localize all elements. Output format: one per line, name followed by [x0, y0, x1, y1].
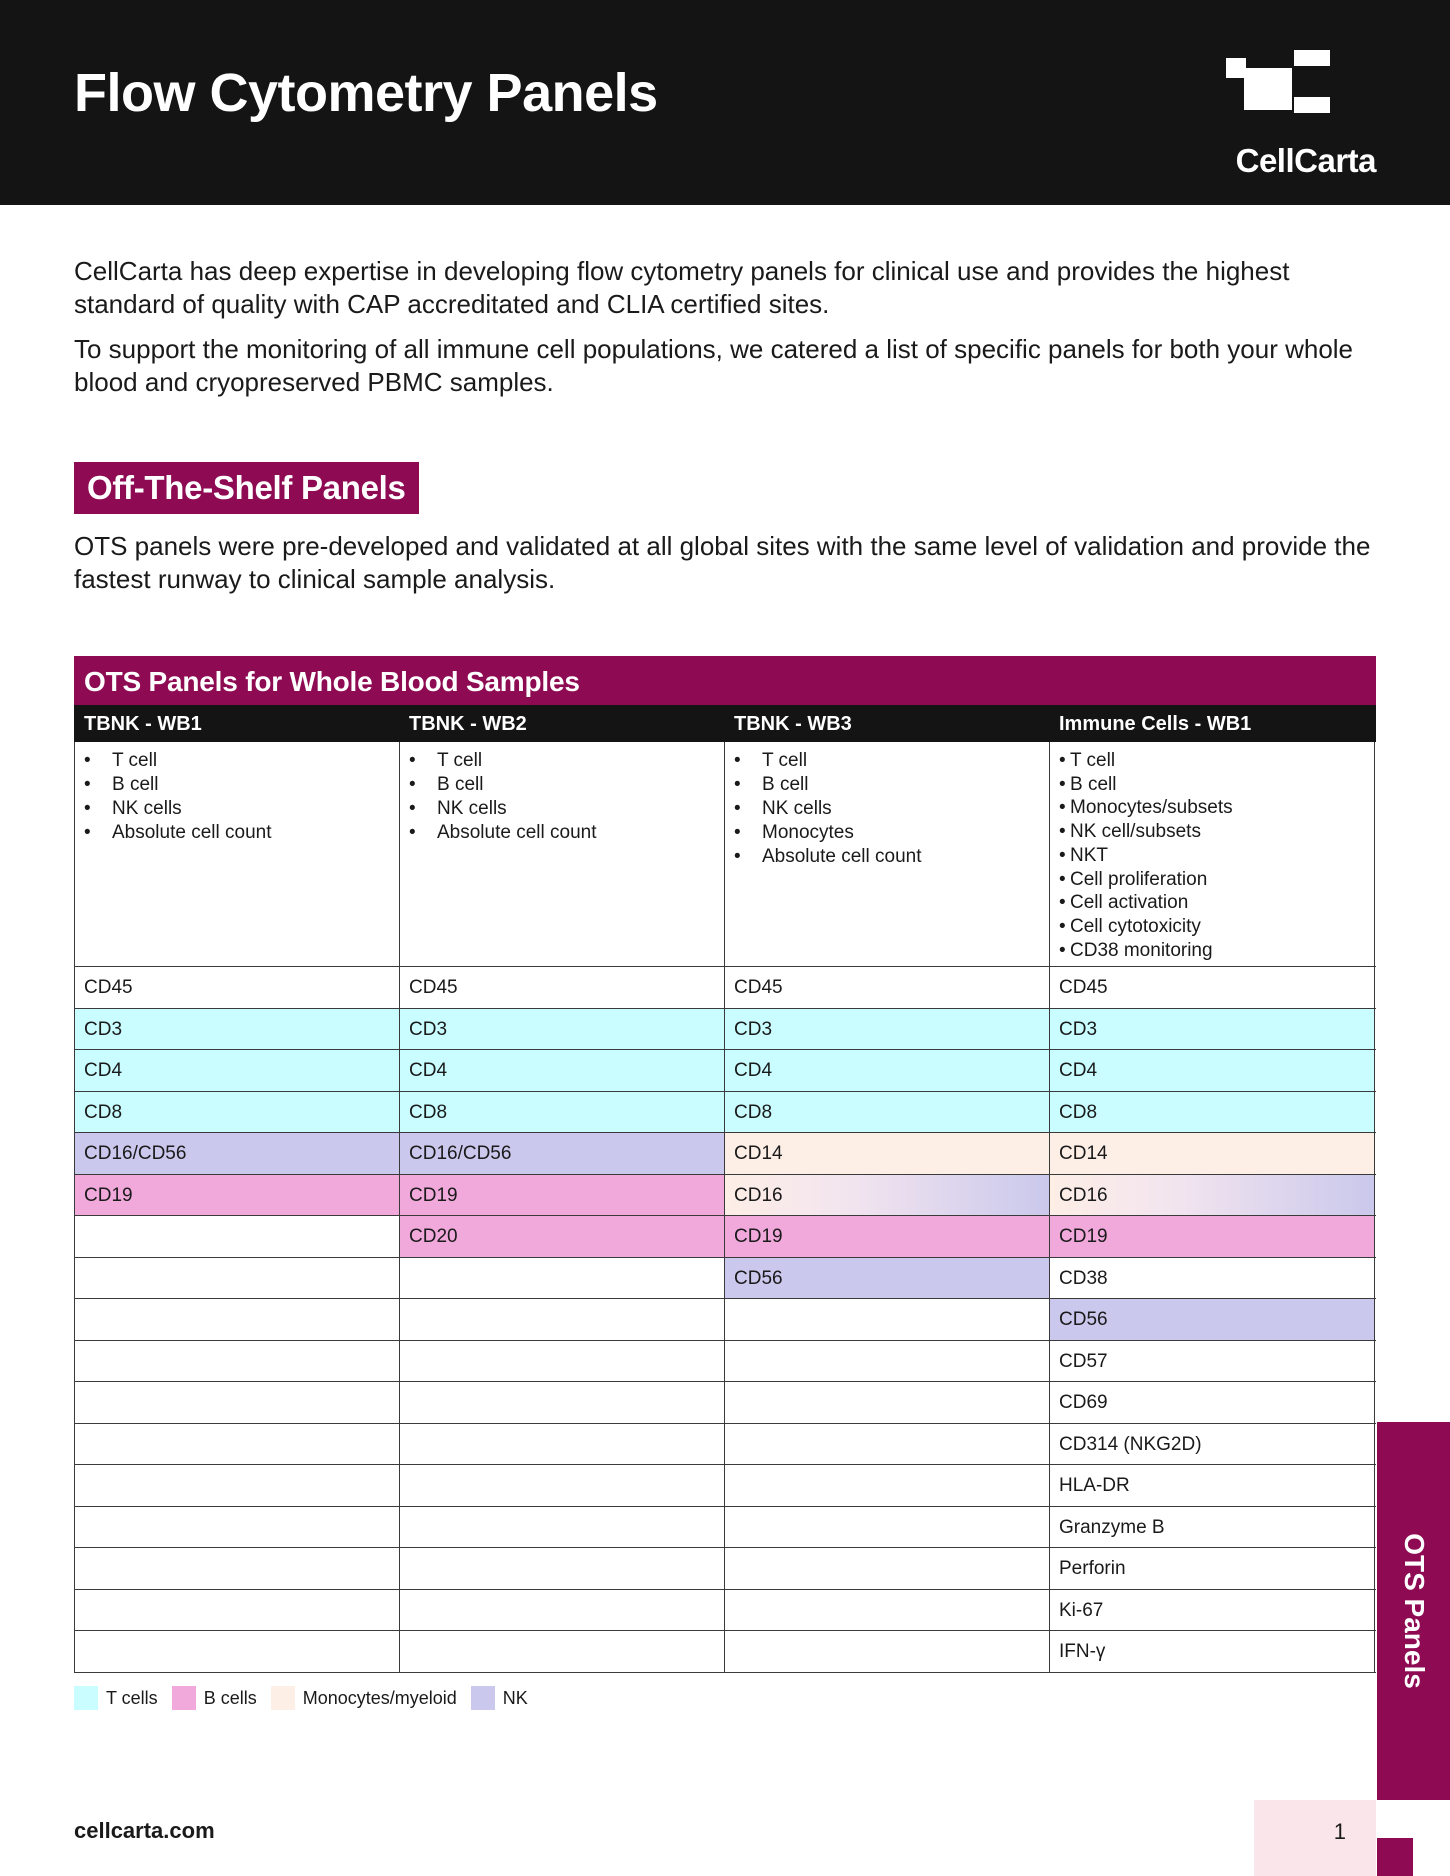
population-list-item: • Cell activation — [1059, 891, 1374, 915]
column-header: TBNK - WB3 — [734, 713, 852, 735]
marker-cell: IFN-γ — [1050, 1631, 1375, 1672]
marker-row — [75, 966, 1376, 1008]
population-list-item: • NK cell/subsets — [1059, 820, 1374, 844]
legend-label: NK — [502, 1687, 528, 1708]
legend-item — [172, 1686, 257, 1710]
marker-row — [75, 1547, 1376, 1589]
marker-row — [75, 1630, 1376, 1672]
marker-cell: Granzyme B — [1050, 1507, 1375, 1548]
marker-cell: CD19 — [75, 1175, 400, 1216]
marker-cell: CD4 — [400, 1050, 725, 1091]
marker-cell: CD19 — [400, 1175, 725, 1216]
marker-cell: CD3 — [400, 1009, 725, 1050]
logo-wordmark: CellCarta — [1235, 142, 1376, 179]
marker-cell: CD45 — [75, 967, 400, 1008]
population-list-item: • T cell — [409, 749, 724, 773]
population-list-item: • T cell — [734, 749, 1049, 773]
page-number-box — [1254, 1800, 1376, 1876]
marker-cell: CD4 — [1050, 1050, 1375, 1091]
legend-label: Monocytes/myeloid — [302, 1687, 457, 1708]
marker-row — [75, 1049, 1376, 1091]
page-title: Flow Cytometry Panels — [74, 63, 658, 123]
logo-square-icon — [1294, 50, 1330, 66]
cellcarta-logo — [1226, 50, 1378, 180]
marker-cell — [725, 1341, 1050, 1382]
legend-item — [271, 1686, 457, 1710]
marker-row — [75, 1091, 1376, 1133]
corner-accent — [1377, 1838, 1413, 1876]
population-list-item: • NK cells — [734, 797, 1049, 821]
marker-cell: CD4 — [75, 1050, 400, 1091]
marker-cell: CD16 — [725, 1175, 1050, 1216]
marker-cell — [400, 1424, 725, 1465]
marker-cell — [725, 1631, 1050, 1672]
marker-cell: CD3 — [725, 1009, 1050, 1050]
marker-cell — [725, 1299, 1050, 1340]
marker-cell — [400, 1299, 725, 1340]
marker-cell: CD56 — [725, 1258, 1050, 1299]
panel-description-cell — [1050, 742, 1375, 966]
panel-description-cell — [725, 742, 1050, 966]
marker-cell: CD69 — [1050, 1382, 1375, 1423]
legend-swatch — [271, 1686, 295, 1710]
legend-item — [471, 1686, 528, 1710]
marker-cell — [75, 1631, 400, 1672]
column-header: Immune Cells - WB1 — [1059, 713, 1252, 735]
marker-cell — [725, 1548, 1050, 1589]
side-tab-label: OTS Panels — [1398, 1533, 1430, 1689]
marker-cell: CD45 — [725, 967, 1050, 1008]
population-list-item: • Cell cytotoxicity — [1059, 915, 1374, 939]
marker-cell — [725, 1507, 1050, 1548]
marker-cell — [400, 1465, 725, 1506]
marker-row — [75, 1589, 1376, 1631]
marker-row — [75, 1132, 1376, 1174]
marker-cell: CD16/CD56 — [75, 1133, 400, 1174]
section-heading: Off-The-Shelf Panels — [74, 462, 419, 514]
logo-square-icon — [1244, 68, 1292, 110]
marker-cell: CD45 — [1050, 967, 1375, 1008]
panel-description-cell — [400, 742, 725, 966]
marker-cell: CD3 — [1050, 1009, 1375, 1050]
marker-cell — [725, 1382, 1050, 1423]
table-title: OTS Panels for Whole Blood Samples — [74, 656, 1376, 705]
marker-cell: CD8 — [400, 1092, 725, 1133]
marker-cell — [400, 1631, 725, 1672]
population-list-item: • Monocytes/subsets — [1059, 796, 1374, 820]
marker-cell — [400, 1382, 725, 1423]
population-list-item: • Absolute cell count — [734, 845, 1049, 869]
marker-cell: CD16/CD56 — [400, 1133, 725, 1174]
marker-cell: CD3 — [75, 1009, 400, 1050]
marker-cell: CD19 — [1050, 1216, 1375, 1257]
section-description: OTS panels were pre-developed and validated at all global sites with the same level of validation and provide the fastest runway to clinical sample analysis. — [74, 531, 1371, 594]
marker-row — [75, 1381, 1376, 1423]
legend-label: T cells — [106, 1687, 158, 1708]
panel-description-row — [75, 742, 1376, 966]
marker-cell — [400, 1258, 725, 1299]
marker-cell — [75, 1424, 400, 1465]
table-header-row — [74, 705, 1376, 742]
population-list-item: • CD38 monitoring — [1059, 939, 1374, 963]
legend-label: B cells — [203, 1687, 257, 1708]
marker-cell — [75, 1258, 400, 1299]
population-list-item: • Cell proliferation — [1059, 868, 1374, 892]
panels-table — [74, 656, 1376, 1673]
column-header: TBNK - WB2 — [409, 713, 527, 735]
population-list-item: • NK cells — [409, 797, 724, 821]
marker-cell: CD56 — [1050, 1299, 1375, 1340]
intro-paragraph-2: To support the monitoring of all immune cell populations, we catered a list of specific panels for both your whole blood and cryopreserved PBMC samples. — [74, 334, 1354, 397]
marker-cell — [75, 1548, 400, 1589]
table-body — [74, 742, 1376, 1673]
footer-url[interactable]: cellcarta.com — [74, 1818, 215, 1843]
population-list-item: • T cell — [1059, 749, 1374, 773]
legend-swatch — [471, 1686, 495, 1710]
marker-cell: CD14 — [725, 1133, 1050, 1174]
population-list-item: • B cell — [734, 773, 1049, 797]
marker-row — [75, 1423, 1376, 1465]
marker-row — [75, 1506, 1376, 1548]
marker-cell — [725, 1590, 1050, 1631]
marker-cell — [400, 1590, 725, 1631]
side-tab — [1377, 1422, 1450, 1800]
population-list-item: • Absolute cell count — [84, 821, 399, 845]
marker-cell: CD16 — [1050, 1175, 1375, 1216]
marker-row — [75, 1174, 1376, 1216]
legend-swatch — [74, 1686, 98, 1710]
marker-row — [75, 1257, 1376, 1299]
color-legend — [74, 1686, 542, 1710]
marker-cell: Ki-67 — [1050, 1590, 1375, 1631]
marker-cell: CD38 — [1050, 1258, 1375, 1299]
marker-cell: CD57 — [1050, 1341, 1375, 1382]
marker-cell: Perforin — [1050, 1548, 1375, 1589]
marker-cell: HLA-DR — [1050, 1465, 1375, 1506]
population-list-item: • B cell — [84, 773, 399, 797]
page-number: 1 — [1333, 1819, 1346, 1844]
population-list-item: • T cell — [84, 749, 399, 773]
marker-cell — [75, 1590, 400, 1631]
marker-cell: CD8 — [75, 1092, 400, 1133]
marker-cell — [400, 1341, 725, 1382]
marker-cell — [725, 1424, 1050, 1465]
marker-cell: CD8 — [1050, 1092, 1375, 1133]
marker-cell — [400, 1548, 725, 1589]
marker-cell: CD8 — [725, 1092, 1050, 1133]
marker-cell — [75, 1299, 400, 1340]
marker-cell: CD20 — [400, 1216, 725, 1257]
population-list-item: • NKT — [1059, 844, 1374, 868]
marker-row — [75, 1464, 1376, 1506]
marker-cell: CD45 — [400, 967, 725, 1008]
logo-square-icon — [1294, 97, 1330, 113]
page-header — [0, 0, 1450, 205]
marker-cell: CD4 — [725, 1050, 1050, 1091]
population-list-item: • NK cells — [84, 797, 399, 821]
marker-cell — [400, 1507, 725, 1548]
marker-cell — [75, 1341, 400, 1382]
marker-cell: CD14 — [1050, 1133, 1375, 1174]
marker-row — [75, 1215, 1376, 1257]
panel-description-cell — [75, 742, 400, 966]
marker-cell: CD314 (NKG2D) — [1050, 1424, 1375, 1465]
marker-row — [75, 1298, 1376, 1340]
marker-cell — [75, 1382, 400, 1423]
intro-paragraph-1: CellCarta has deep expertise in developing flow cytometry panels for clinical use and provides the highest standard of quality with CAP accreditated and CLIA certified sites. — [74, 256, 1290, 319]
marker-cell — [75, 1507, 400, 1548]
marker-cell — [75, 1216, 400, 1257]
population-list-item: • B cell — [1059, 773, 1374, 797]
marker-row — [75, 1008, 1376, 1050]
marker-cell — [725, 1465, 1050, 1506]
marker-cell: CD19 — [725, 1216, 1050, 1257]
column-header: TBNK - WB1 — [84, 713, 202, 735]
population-list-item: • Absolute cell count — [409, 821, 724, 845]
population-list-item: • B cell — [409, 773, 724, 797]
legend-item — [74, 1686, 158, 1710]
marker-row — [75, 1340, 1376, 1382]
logo-square-icon — [1226, 58, 1246, 78]
marker-cell — [75, 1465, 400, 1506]
legend-swatch — [172, 1686, 196, 1710]
population-list-item: • Monocytes — [734, 821, 1049, 845]
